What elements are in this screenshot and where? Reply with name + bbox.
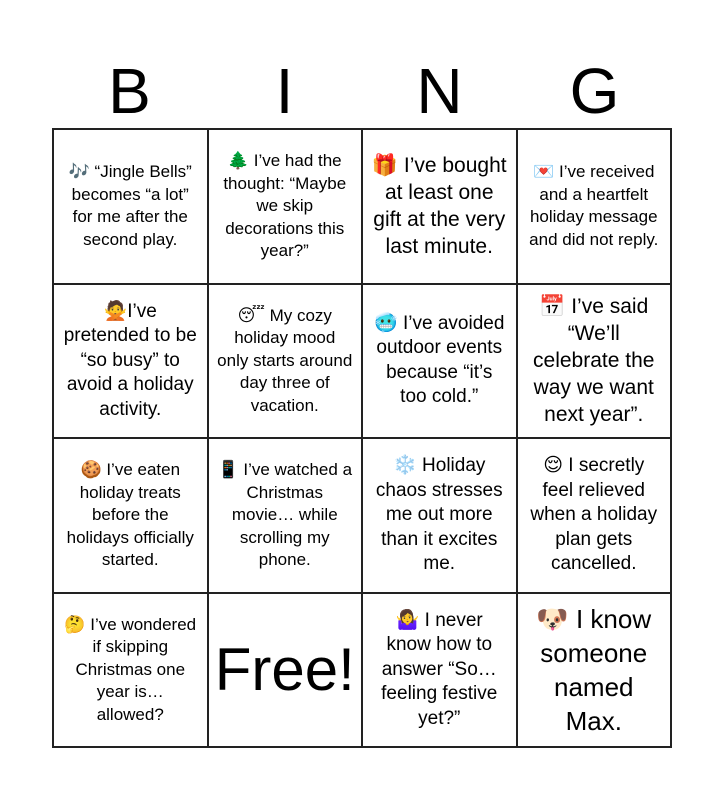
cell-text: 💌 I’ve received and a heartfelt holiday message and did not reply. [529, 162, 659, 249]
bingo-cell[interactable] [54, 285, 209, 440]
cell-text: 🤷‍♀️ I never know how to answer “So… feeling festive yet?” [381, 609, 498, 729]
cell-text: 🤔 I’ve wondered if skipping Christmas one year is… allowed? [64, 614, 197, 724]
cell-text: 🎁 I’ve bought at least one gift at the very last minute. [371, 154, 507, 259]
bingo-cell[interactable] [209, 285, 364, 440]
bingo-cell[interactable] [518, 285, 673, 440]
bingo-cell[interactable] [54, 439, 209, 594]
bingo-cell-free[interactable] [209, 594, 364, 749]
cell-text: 🌲 I’ve had the thought: “Maybe we skip decorations this year?” [223, 151, 347, 260]
bingo-grid [52, 128, 672, 748]
header-letter-i: I [275, 55, 294, 127]
cell-text: 🐶 I know someone named Max. [536, 603, 652, 736]
bingo-cell[interactable] [363, 130, 518, 285]
cell-text: 📅 I’ve said “We’ll celebrate the way we want next year”. [533, 295, 655, 427]
header-letter-g: G [569, 55, 620, 127]
bingo-cell[interactable] [518, 130, 673, 285]
cell-text: 🍪 I’ve eaten holiday treats before the holidays officially started. [66, 460, 194, 569]
bingo-cell[interactable] [209, 130, 364, 285]
cell-text: 🙅I’ve pretended to be “so busy” to avoid a holiday activity. [63, 300, 197, 420]
header-letter-n: N [416, 55, 463, 127]
bingo-cell[interactable] [518, 439, 673, 594]
bingo-header [52, 55, 672, 127]
cell-text: 😌 I secretly feel relieved when a holiday plan gets cancelled. [530, 455, 658, 574]
header-letter-b: B [108, 55, 151, 127]
bingo-cell[interactable] [518, 594, 673, 749]
cell-text: ❄️ Holiday chaos stresses me out more than it excites me. [375, 455, 503, 574]
bingo-cell[interactable] [54, 594, 209, 749]
bingo-cell[interactable] [209, 439, 364, 594]
cell-text: 🥶 I’ve avoided outdoor events because “it’s too cold.” [374, 312, 505, 408]
cell-text: 😴 My cozy holiday mood only starts around day three of vacation. [217, 305, 353, 415]
bingo-cell[interactable] [363, 594, 518, 749]
free-space-label: Free! [214, 635, 355, 703]
bingo-cell[interactable] [54, 130, 209, 285]
cell-text: 🎶 “Jingle Bells” becomes “a lot” for me after the second play. [68, 162, 192, 249]
cell-text: 📱 I’ve watched a Christmas movie… while scrolling my phone. [217, 460, 353, 569]
bingo-cell[interactable] [363, 439, 518, 594]
bingo-cell[interactable] [363, 285, 518, 440]
